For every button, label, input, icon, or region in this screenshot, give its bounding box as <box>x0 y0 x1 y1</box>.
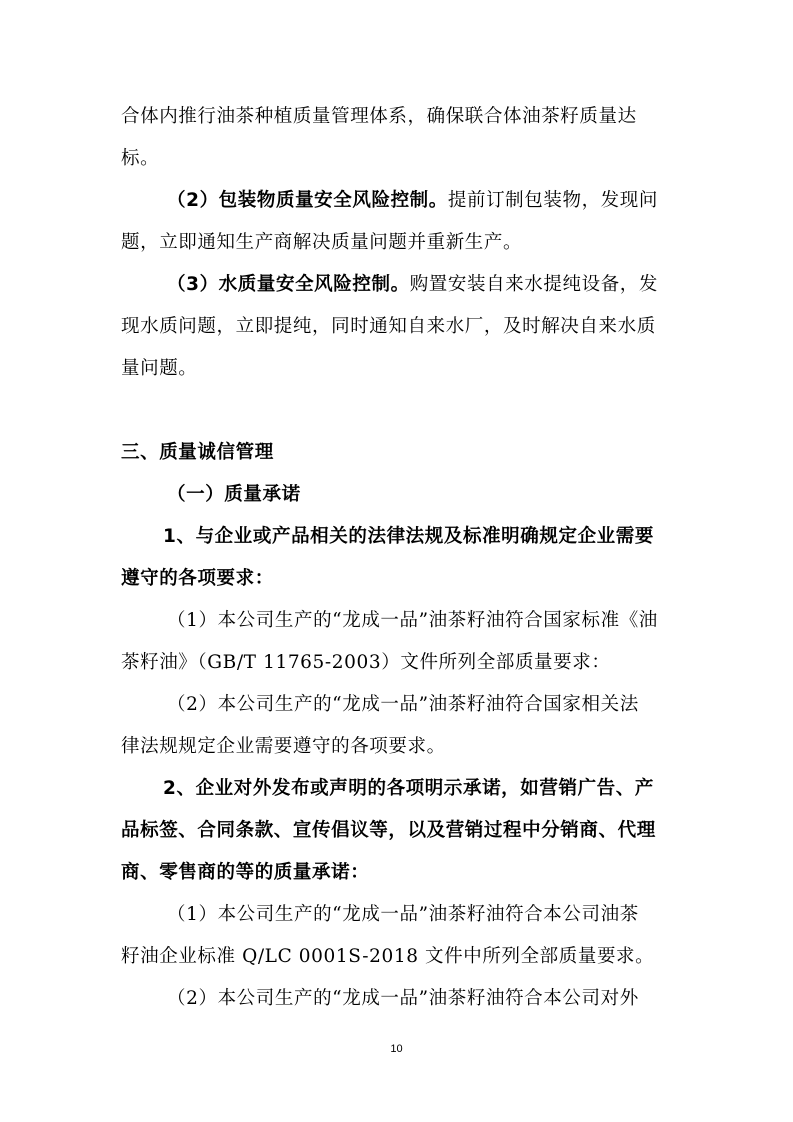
body-text-line: 题，立即通知生产商解决质量问题并重新生产。 <box>121 232 523 253</box>
body-text-line: （1）本公司生产的“龙成一品”油茶籽油符合本公司油茶 <box>167 904 639 925</box>
paragraph-text: 购置安装自来水提纯设备，发 <box>409 274 658 295</box>
bold-paragraph-line: 品标签、合同条款、宣传倡议等，以及营销过程中分销商、代理 <box>121 820 656 841</box>
section-heading: 三、质量诚信管理 <box>121 442 274 463</box>
body-text-line: （2）本公司生产的“龙成一品”油茶籽油符合本公司对外 <box>167 988 639 1009</box>
body-text-line: 合体内推行油茶种植质量管理体系，确保联合体油茶籽质量达 <box>121 106 637 127</box>
bold-paragraph-line: 遵守的各项要求： <box>121 568 274 589</box>
paragraph-text: 提前订制包装物，发现问 <box>447 190 658 211</box>
bold-paragraph-line: 2、企业对外发布或声明的各项明示承诺，如营销广告、产 <box>163 778 654 799</box>
page-number: 10 <box>390 1043 403 1055</box>
paragraph-heading: （3）水质量安全风险控制。 <box>167 274 410 295</box>
body-text-line: 标。 <box>121 148 160 169</box>
body-text-line: 量问题。 <box>121 358 198 379</box>
body-text-line: 现水质问题，立即提纯，同时通知自来水厂，及时解决自来水质 <box>121 316 656 337</box>
body-text-line: （1）本公司生产的“龙成一品”油茶籽油符合国家标准《油 <box>167 610 658 631</box>
bold-paragraph-line: 商、零售商的等的质量承诺： <box>121 862 370 883</box>
body-text-line: （2）本公司生产的“龙成一品”油茶籽油符合国家相关法 <box>167 694 639 715</box>
paragraph-water-risk <box>0 273 793 297</box>
subsection-heading: （一）质量承诺 <box>167 484 301 505</box>
paragraph-heading: （2）包装物质量安全风险控制。 <box>167 190 448 211</box>
bold-paragraph-line: 1、与企业或产品相关的法律法规及标准明确规定企业需要 <box>163 526 654 547</box>
body-text-line: 茶籽油》（GB/T 11765-2003）文件所列全部质量要求： <box>121 652 611 673</box>
body-text-line: 律法规规定企业需要遵守的各项要求。 <box>121 736 446 757</box>
body-text-line: 籽油企业标准 Q/LC 0001S-2018 文件中所列全部质量要求。 <box>121 946 655 967</box>
paragraph-packaging-risk <box>0 189 793 213</box>
